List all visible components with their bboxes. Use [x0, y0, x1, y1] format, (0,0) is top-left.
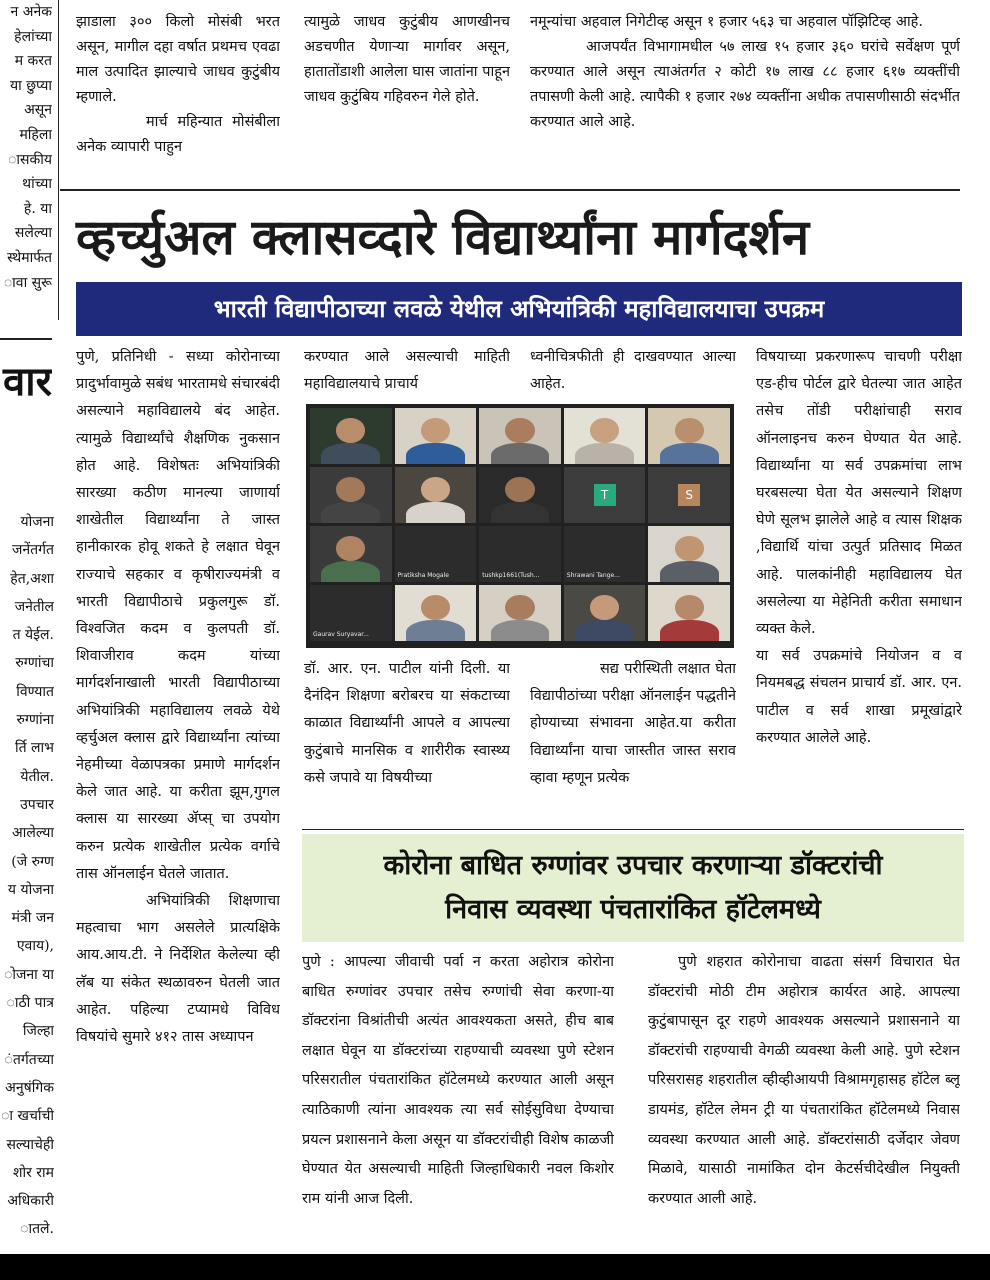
participant-body [406, 502, 465, 523]
article1-column-3-bottom [530, 656, 736, 826]
participant-face [336, 477, 365, 502]
left-strip-lower-line: रुग्णांचा [15, 655, 54, 672]
participant-tile [479, 585, 561, 641]
top-col2-para: त्यामुळे जाधव कुटुंबीय आणखीनच अडचणीत येणाऱ्या मार्गावर असून, हातातोंडाशी आलेला घास जातांना पाहून जाधव कुटुंबिय गहिवरुन गेले होते. [304, 14, 510, 105]
participant-face [336, 418, 365, 443]
left-strip-lower-line: जिल्हा [22, 1023, 54, 1040]
participant-tile [564, 467, 646, 523]
participant-face [421, 595, 450, 620]
participant-tile [310, 408, 392, 464]
left-strip-lower-line: मंत्री जन [11, 910, 54, 927]
article2-headline [302, 834, 964, 932]
participant-tile [395, 585, 477, 641]
left-strip-lower-line: विण्यात [16, 683, 54, 700]
left-strip-lower-line: ा खर्चाची [1, 1108, 54, 1125]
article1-column-2-top [304, 344, 510, 400]
top-column-2 [304, 10, 510, 182]
left-strip-lower-line: सल्याचेही [6, 1136, 54, 1153]
article2-column-2 [648, 948, 960, 1248]
left-strip-top-line: न अनेक [10, 4, 52, 20]
participant-face [421, 418, 450, 443]
participant-face [336, 536, 365, 561]
participant-body [491, 502, 550, 523]
participant-body [321, 561, 380, 582]
left-strip-lower-line: शोर राम [12, 1164, 54, 1181]
participant-body [660, 561, 719, 582]
left-strip-lower-line: अधिकारी [7, 1193, 54, 1210]
participant-face [505, 418, 534, 443]
participant-face [421, 477, 450, 502]
participant-tile [648, 526, 730, 582]
top-col1-para1: झाडाला ३०० किलो मोसंबी भरत असून, मागील दहा वर्षात प्रथमच एवढा माल उत्पादित झाल्याचे जाधव कुटुंबीय म्हणाले. [76, 14, 280, 105]
participant-body [406, 443, 465, 464]
left-strip-lower-line: जनेंतर्गत [12, 542, 54, 559]
participant-body [575, 620, 634, 641]
participant-tile [310, 526, 392, 582]
participant-tile [648, 467, 730, 523]
left-strip-lower-line: ाठी पात्र [6, 995, 54, 1012]
article2-col1-para: पुणे : आपल्या जीवाची पर्वा न करता अहोरात्र कोरोना बाधित रुग्णांवर उपचार तसेच रुग्णांची सेवा करणा-या डॉक्टरांना विश्रांतीची अत्यंत आवश्यकता असते, हीच बाब लक्षात घेवून या डॉक्टरांच्या राहण्याची व्यवस्था पुणे स्टेशन परिसरातील पंचतारांकित हॉटेलमध्ये करण्यात आली असून त्याठिकाणी त्यांना आवश्यक त्या सर्व सोईसुविधा देण्याचा प्रयत्न प्रशासनाने केला असून या डॉक्टरांचीही विशेष काळजी घेण्यात येत असल्याची माहिती जिल्हाधिकारी नवल किशोर राम यांनी आज दिली. [302, 954, 614, 1207]
left-strip-lower-line: ोजना या [4, 966, 54, 983]
article1-col4-para2: या सर्व उपक्रमांचे नियोजन व व नियमबद्ध संचलन प्राचार्य डॉ. आर. एन. पाटील व सर्व शाखा प्रमूखांद्वारे करण्यात आलेले आहे. [756, 648, 962, 746]
left-strip-top-line: हेलांच्या [14, 28, 52, 45]
participant-body [660, 620, 719, 641]
participant-name: Shrawani Tange... [566, 572, 620, 579]
top-column-1 [76, 10, 280, 182]
left-strip-lower-line: जनेतील [14, 598, 54, 615]
left-strip-lower-line: ातले. [20, 1221, 54, 1238]
left-strip-lower-line: त येईल. [12, 627, 54, 644]
left-strip-lower-line: ंतर्गतच्या [4, 1051, 54, 1068]
left-strip-top-line: सलेल्या [14, 225, 52, 242]
article2-headline-line2: निवास व्यवस्था पंचतारांकित हॉटेलमध्ये [445, 894, 821, 925]
participant-face [505, 595, 534, 620]
participant-name: tushkp1661(Tush... [482, 572, 540, 579]
left-strip-rule [0, 338, 52, 340]
participant-tile [648, 585, 730, 641]
participant-body [321, 443, 380, 464]
bottom-black-bar [0, 1254, 990, 1280]
left-strip-lower-line: रुग्णांना [16, 712, 54, 729]
participant-tile [564, 408, 646, 464]
left-strip-lower-line: हेत,अशा [10, 570, 54, 587]
participant-face [590, 595, 619, 620]
left-strip-top-line: महिला [19, 126, 52, 143]
left-strip-lower-line: आलेल्या [12, 825, 54, 842]
article1-bottom-rule [302, 829, 964, 830]
left-strip-lower-line: (जे रुग्ण [11, 853, 54, 870]
article1-column-1 [76, 344, 280, 1254]
article1-col3-top: ध्वनीचित्रफीती ही दाखवण्यात आल्या आहेत. [530, 349, 736, 393]
left-strip-top [0, 0, 52, 300]
participant-tile [395, 467, 477, 523]
left-strip-lower-line: येतील. [20, 768, 54, 785]
video-conference-photo [306, 404, 734, 648]
left-strip-top-line: ासकीय [8, 151, 52, 168]
article1-headline: व्हर्च्युअल क्लासव्दारे विद्यार्थ्यांना मार्गदर्शन [76, 209, 810, 266]
participant-face [505, 477, 534, 502]
participant-body [491, 620, 550, 641]
participant-tile [310, 585, 392, 641]
article1-col3-bottom: सद्य परीस्थिती लक्षात घेता विद्यापीठांच्या परीक्षा ऑनलाईन पद्धतीने होण्याच्या संभावना आहेत.या करीता विद्यार्थ्यांना याचा जास्तीत जास्त सराव व्हावा म्हणून प्रत्येक [530, 661, 736, 786]
article1-col2-top: करण्यात आले असल्याची माहिती महाविद्यालयाचे प्राचार्य [304, 349, 510, 393]
vertical-rule-left [58, 0, 59, 320]
left-strip-top-line: स्थेमार्फत [7, 249, 52, 266]
left-strip-lower-line: र्ति लाभ [14, 740, 54, 757]
participant-body [491, 443, 550, 464]
participant-body [406, 620, 465, 641]
participant-tile [395, 408, 477, 464]
left-strip-lower-line: य योजना [7, 881, 54, 898]
article1-col2-bottom: डॉ. आर. एन. पाटील यांनी दिली. या दैनंदिन शिक्षणा बरोबरच या संकटाच्या काळात विद्यार्थ्यांनी आपले व आपल्या कुटुंबाचे मानसिक व शारीरीक स्वास्थ्य कसे जपावे या विषयीच्या [304, 661, 510, 786]
article2-headline-line1: कोरोना बाधित रुग्णांवर उपचार करणाऱ्या डॉक्टरांची [383, 850, 883, 881]
participant-tile [648, 408, 730, 464]
article1-column-4 [756, 344, 962, 828]
top-col3-para2: आजपर्यंत विभागामधील ५७ लाख १५ हजार ३६० घरांचे सर्वेक्षण पूर्ण करण्यात आले असून त्याअंतर्गत २ कोटी १७ लाख ८८ हजार ६१७ व्यक्तींची तपासणी केली आहे. त्यापैकी १ हजार २७४ व्यक्तींना अधीक तपासणीसाठी संदर्भीत करण्यात आले आहे. [530, 39, 960, 130]
article1-col4-para1: विषयाच्या प्रकरणारूप चाचणी परीक्षा एड-हीच पोर्टल द्वारे घेतल्या जात आहेत तसेच तोंडी परीक्षांचाही सराव ऑनलाइनच करुन घेण्यात येत आहे. विद्यार्थ्यांना या सर्व उपक्रमांचा लाभ घरबसल्या घेता येत असल्याने शिक्षण घेणे सूलभ झालेले आहे व त्यास शिक्षक ,विद्यार्थि यांचा उत्पुर्त प्रतिसाद मिळत आहे. पालकांनीही महाविद्यालय घेत असलेल्या या मेहेनिती करीता समाधान व्यक्त केले. [756, 349, 962, 638]
participant-tile [479, 467, 561, 523]
left-strip-lower-line: उपचार [20, 796, 54, 813]
participant-body [321, 502, 380, 523]
participant-tile [479, 526, 561, 582]
left-strip-lower-line: एवाय), [16, 938, 54, 955]
participant-face [675, 536, 704, 561]
participant-tile [564, 526, 646, 582]
article2-column-1 [302, 948, 614, 1248]
article1-column-2-bottom [304, 656, 510, 826]
article1-col1-para1: पुणे, प्रतिनिधी - सध्या कोरोनाच्या प्रादुर्भावामुळे सबंध भारतामधे संचारबंदी असल्याने महाविद्यालये बंद आहेत. त्यामुळे विद्यार्थ्यांचे शैक्षणिक नुकसान होत आहे. विशेषतः अभियांत्रिकी सारख्या कठीण मानल्या जाणार्या शाखेतील विद्यार्थ्यांना ते जास्त हानीकारक होवू शकते हे लक्षात घेवून राज्याचे सहकार व कृषीराज्यमंत्री व भारती विद्यापीठाचे प्रकुलगुरू डॉ. विश्वजित कदम व कुलपती डॉ. शिवाजीराव कदम यांच्या मार्गदर्शनाखाली भारती विद्यापीठाच्या अभियांत्रिकी महाविद्यालय लवळे येथे व्हर्चुअल क्लास द्वारे विद्यार्थ्यांना त्यांच्या नेहमीच्या वेळापत्रका प्रमाणे मार्गदर्शन केले जात आहे. या करीता झूम,गुगल क्लास या सारख्या ॲप्स् चा उपयोग करुन प्रत्येक शाखेतील प्रत्येक वर्गाचे तास ऑनलाईन घेतले जातात. [76, 349, 280, 882]
top-col1-para2: मार्च महिन्यात मोसंबीला अनेक व्यापारी पाहुन [76, 114, 280, 155]
participant-name: Gaurav Suryavar... [313, 631, 369, 638]
left-strip-lower-line: योजना [20, 514, 54, 530]
article2-headline-box [302, 834, 964, 942]
participant-tile [564, 585, 646, 641]
left-strip-top-line: म करत [14, 53, 52, 70]
article1-col1-para2: अभियांत्रिकी शिक्षणाचा महत्वाचा भाग असलेले प्रात्यक्षिके आय.आय.टी. ने निर्देशित केलेल्या व्ही लॅब या संकेत स्थळावरुन घेतली जात आहेत. पहिल्या टप्यामधे विविध विषयांचे सुमारे ४१२ तास अध्यापन [76, 893, 280, 1046]
participant-tile [395, 526, 477, 582]
participant-face [590, 418, 619, 443]
left-strip-top-line: थांच्या [22, 176, 52, 193]
participant-body [660, 443, 719, 464]
left-strip-lower-line: अनुषंगिक [5, 1079, 54, 1096]
participant-face [675, 595, 704, 620]
top-rule [60, 189, 960, 191]
left-strip-top-line: हे. या [23, 200, 52, 217]
left-strip-top-line: ावा सुरू [3, 274, 52, 291]
participant-tile [479, 408, 561, 464]
participant-face [675, 418, 704, 443]
article1-column-3-top [530, 344, 736, 400]
participant-name: Pratiksha Mogale [397, 572, 449, 579]
article1-subheadline: भारती विद्यापीठाच्या लवळे येथील अभियांत्रिकी महाविद्यालयाचा उपक्रम [76, 282, 962, 336]
left-big-fragment: वार [3, 359, 52, 405]
article2-col2-para: पुणे शहरात कोरोनाचा वाढता संसर्ग विचारात घेत डॉक्टरांची मोठी टीम अहोरात्र कार्यरत आहे. आपल्या कुटुंबापासून दूर राहणे आवश्यक असल्याने प्रशासनाने या डॉक्टरांची राहण्याची वेगळी व्यवस्था केली आहे. पुणे स्टेशन परिसरासह शहरातील व्हीव्हीआयपी विश्रामगृहासह हॉटेल ब्लू डायमंड, हॉटेल लेमन ट्री या पंचतारांकित हॉटेलमध्ये निवास व्यवस्था करण्यात आली आहे. डॉक्टरांसाठी दर्जेदार जेवण मिळावे, यासाठी नामांकित दोन केटर्सचीदेखील नियुक्ती करण्यात आली आहे. [648, 954, 960, 1207]
participant-tile [310, 467, 392, 523]
left-strip-top-line: या छुप्या [10, 77, 52, 94]
participant-avatar: T [594, 484, 616, 506]
participant-avatar: S [678, 484, 700, 506]
participant-body [575, 443, 634, 464]
top-column-3 [530, 10, 960, 182]
top-col3-para1: नमून्यांचा अहवाल निगेटीव्ह असून १ हजार ५६३ चा अहवाल पॉझिटिव्ह आहे. [530, 14, 923, 30]
left-strip-top-line: असून [24, 102, 52, 119]
left-strip-lower [0, 508, 54, 1246]
